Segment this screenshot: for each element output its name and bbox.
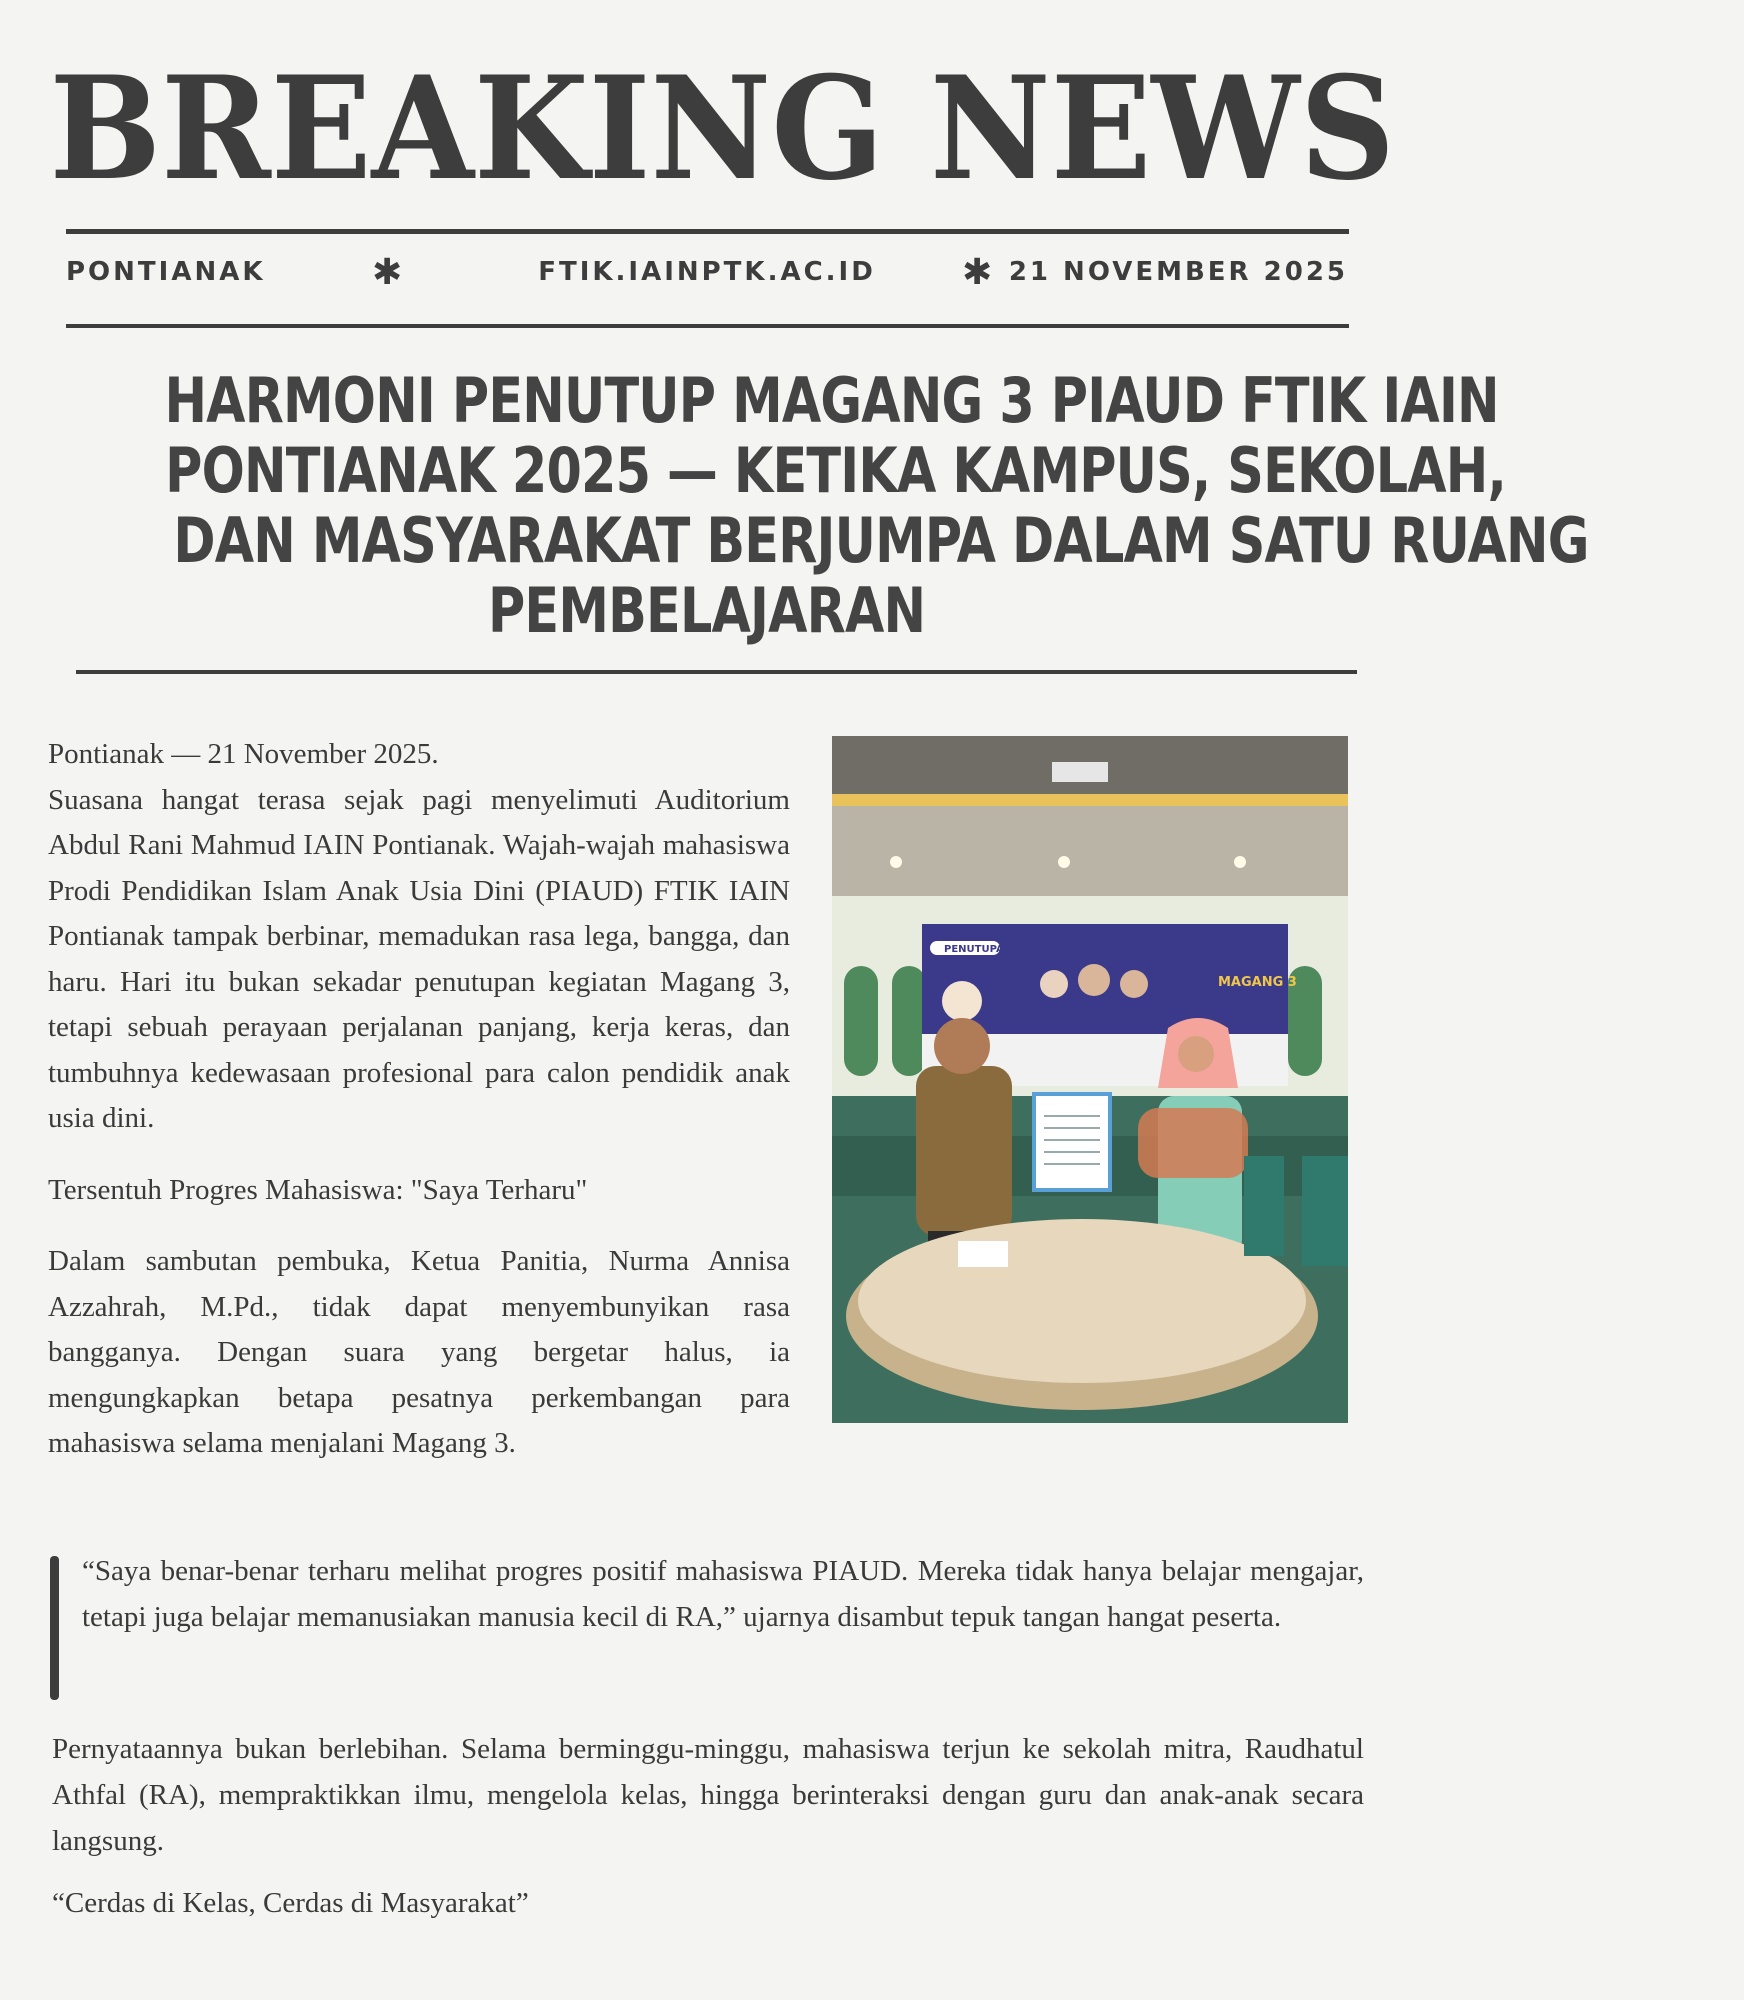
article-subheading: Tersentuh Progres Mahasiswa: "Saya Terharu"	[48, 1173, 588, 1206]
article-left-column	[48, 732, 790, 1493]
banner-tag: PENUTUPAN	[944, 944, 1013, 955]
closing-heading: “Cerdas di Kelas, Cerdas di Masyarakat”	[52, 1887, 529, 1919]
headline-line: PEMBELAJARAN	[488, 574, 926, 647]
quote-text: “Saya benar-benar terharu melihat progres positif mahasiswa PIAUD. Mereka tidak hanya belajar mengajar, tetapi juga belajar memanusiakan manusia kecil di RA,” ujarnya disambut tepuk tangan hangat peserta.	[82, 1555, 1364, 1633]
masthead-date: 21 NOVEMBER 2025	[1008, 257, 1348, 287]
pull-quote	[50, 1548, 1364, 1640]
masthead-location: PONTIANAK	[66, 257, 266, 287]
article-dateline: Pontianak — 21 November 2025.	[48, 738, 439, 770]
article-intro: Suasana hangat terasa sejak pagi menyelimuti Auditorium Abdul Rani Mahmud IAIN Pontianak. Wajah-wajah mahasiswa Prodi Pendidikan Islam Anak Usia Dini (PIAUD) FTIK IAIN Pontianak tampak berbinar, memadukan rasa lega, bangga, dan haru. Hari itu bukan sekadar penutupan kegiatan Magang 3, tetapi sebuah perayaan perjalanan panjang, kerja keras, dan tumbuhnya kedewasaan profesional para calon pendidik anak usia dini.	[48, 783, 790, 1134]
article-speech: Dalam sambutan pembuka, Ketua Panitia, Nurma Annisa Azzahrah, M.Pd., tidak dapat menyembunyikan rasa bangganya. Dengan suara yang bergetar halus, ia mengungkapkan betapa pesatnya perkembangan para mahasiswa selama menjalani Magang 3.	[48, 1245, 790, 1459]
masthead-bottom-rule	[66, 324, 1349, 328]
masthead-website: FTIK.IAINPTK.AC.ID	[538, 257, 876, 287]
article-paragraph: Pernyataannya bukan berlebihan. Selama berminggu-minggu, mahasiswa terjun ke sekolah mitra, Raudhatul Athfal (RA), mempraktikkan ilmu, mengelola kelas, hingga berinteraksi dengan guru dan anak-anak secara langsung.	[52, 1733, 1364, 1857]
headline-rule	[76, 670, 1357, 674]
masthead-top-rule	[66, 229, 1349, 234]
article-headline	[18, 364, 1589, 647]
headline-line: DAN MASYARAKAT BERJUMPA DALAM SATU RUANG	[173, 504, 1589, 577]
event-photo	[832, 736, 1348, 1423]
quote-bar	[50, 1556, 59, 1700]
headline-line: PONTIANAK 2025 — KETIKA KAMPUS, SEKOLAH,	[165, 434, 1507, 507]
headline-line: HARMONI PENUTUP MAGANG 3 PIAUD FTIK IAIN	[164, 364, 1499, 437]
asterisk-icon: ✱	[962, 252, 993, 293]
masthead-title: BREAKING NEWS	[49, 46, 1396, 212]
asterisk-icon: ✱	[372, 252, 403, 293]
banner-title: MAGANG 3	[1218, 975, 1297, 990]
